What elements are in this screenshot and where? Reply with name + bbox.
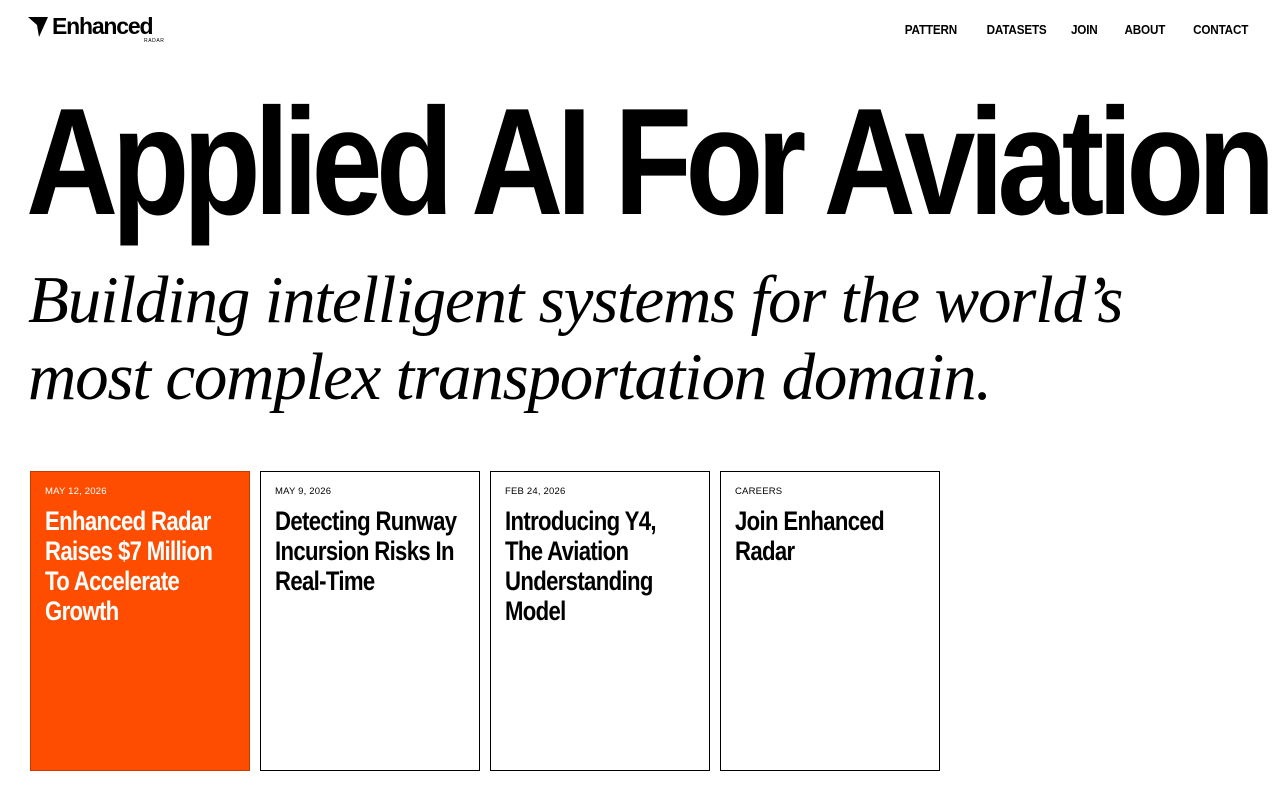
card-date: MAY 12, 2026 bbox=[45, 486, 107, 497]
brand-subtitle: RADAR bbox=[144, 38, 165, 44]
nav-item-about[interactable]: ABOUT bbox=[1124, 22, 1165, 37]
news-card-y4[interactable] bbox=[490, 471, 710, 771]
card-date: FEB 24, 2026 bbox=[505, 486, 566, 497]
nav-item-datasets[interactable]: DATASETS bbox=[986, 22, 1047, 37]
hero-subtitle: Building intelligent systems for the world’s most complex transportation domain. bbox=[28, 263, 1123, 414]
card-title: Detecting Runway Incursion Risks In Real-Time bbox=[275, 506, 457, 596]
news-card-careers[interactable] bbox=[720, 471, 940, 771]
card-date: CAREERS bbox=[735, 486, 783, 497]
news-cards bbox=[30, 471, 950, 771]
card-title: Enhanced Radar Raises $7 Million To Accelerate Growth bbox=[45, 506, 213, 626]
news-card-runway[interactable] bbox=[260, 471, 480, 771]
card-title: Introducing Y4, The Aviation Understanding Model bbox=[505, 506, 656, 626]
nav-item-pattern[interactable]: PATTERN bbox=[905, 22, 958, 37]
news-card-funding[interactable] bbox=[30, 471, 250, 771]
arrow-triangle-icon bbox=[28, 17, 48, 37]
card-title: Join Enhanced Radar bbox=[735, 506, 884, 566]
hero-title: Applied AI For Aviation bbox=[26, 77, 1269, 247]
brand-logo[interactable] bbox=[28, 14, 168, 46]
nav-item-join[interactable]: JOIN bbox=[1071, 22, 1098, 37]
card-date: MAY 9, 2026 bbox=[275, 486, 332, 497]
top-bar bbox=[0, 0, 1280, 60]
main-nav bbox=[877, 21, 1248, 39]
nav-item-contact[interactable]: CONTACT bbox=[1192, 22, 1248, 37]
brand-name: Enhanced bbox=[52, 13, 153, 39]
